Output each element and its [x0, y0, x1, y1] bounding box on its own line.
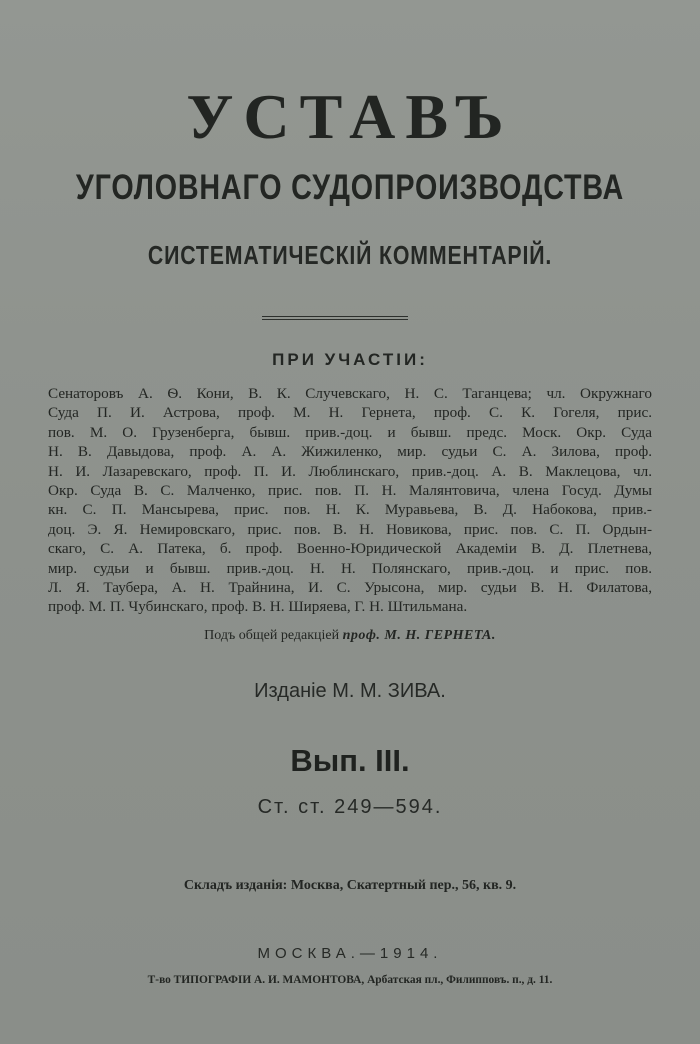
participants-line: Н. И. Лазаревскаго, проф. П. И. Люблинскаго, прив.-доц. А. В. Маклецова, чл.: [48, 462, 652, 480]
warehouse-line: Складъ изданія: Москва, Скатертный пер., 56, кв. 9.: [183, 878, 517, 893]
editor-prefix: Подъ общей редакціей: [204, 628, 340, 643]
cover-title: УСТАВЪ: [186, 81, 514, 152]
participants-list: [48, 384, 652, 617]
participants-line: Суда П. И. Астрова, проф. М. Н. Гернета, проф. С. К. Гогеля, прис.: [48, 404, 652, 422]
participants-line: доц. Э. Я. Немировскаго, прис. пов. В. Н. Новикова, прис. пов. С. П. Ордын-: [48, 520, 652, 538]
city-year: МОСКВА.—1914.: [257, 945, 443, 962]
participants-line: пов. М. О. Грузенберга, бывш. прив.-доц. и бывш. предс. Моск. Окр. Суда: [48, 423, 652, 441]
participants-line: Окр. Суда В. С. Малченко, прис. пов. П. Н. Малянтовича, члена Госуд. Думы: [48, 482, 652, 500]
participants-line: Л. Я. Таубера, А. Н. Трайнина, И. С. Урысона, мир. судьи В. Н. Филатова,: [48, 579, 652, 597]
cover-subsubtitle: СИСТЕМАТИЧЕСКІЙ КОММЕНТАРІЙ.: [147, 240, 553, 270]
printer-line: Т-во ТИПОГРАФІИ А. И. МАМОНТОВА, Арбатская пл., Филипповъ. п., д. 11.: [147, 974, 553, 986]
participants-line: мир. судьи и бывш. прив.-доц. Н. Н. Полянскаго, прив.-доц. и прис. пов.: [48, 559, 652, 577]
edition-line: Изданіе М. М. ЗИВА.: [254, 680, 446, 702]
participation-heading: ПРИ УЧАСТІИ:: [272, 350, 428, 369]
cover-subtitle: УГОЛОВНАГО СУДОПРОИЗВОДСТВА: [75, 168, 625, 207]
participants-line: Сенаторовъ А. Ѳ. Кони, В. К. Случевскаго, Н. С. Таганцева; чл. Окружнаго: [48, 385, 652, 402]
participants-line: скаго, С. А. Патека, б. проф. Военно-Юридической Академіи В. Д. Плетнева,: [48, 540, 652, 558]
decorative-rule: [262, 316, 408, 320]
articles-range: Ст. ст. 249—594.: [257, 796, 443, 818]
editor-line: [0, 628, 700, 644]
participants-line: Н. В. Давыдова, проф. А. А. Жижиленко, мир. судьи С. А. Зилова, проф.: [48, 443, 652, 461]
issue-number: Вып. III.: [290, 743, 410, 778]
participants-line: проф. М. П. Чубинскаго, проф. В. Н. Ширяева, Г. Н. Штильмана.: [48, 598, 468, 616]
editor-name: проф. М. Н. ГЕРНЕТА.: [342, 628, 496, 643]
participants-line: кн. С. П. Мансырева, прис. пов. Н. К. Муравьева, В. Д. Набокова, прив.-: [48, 501, 652, 519]
